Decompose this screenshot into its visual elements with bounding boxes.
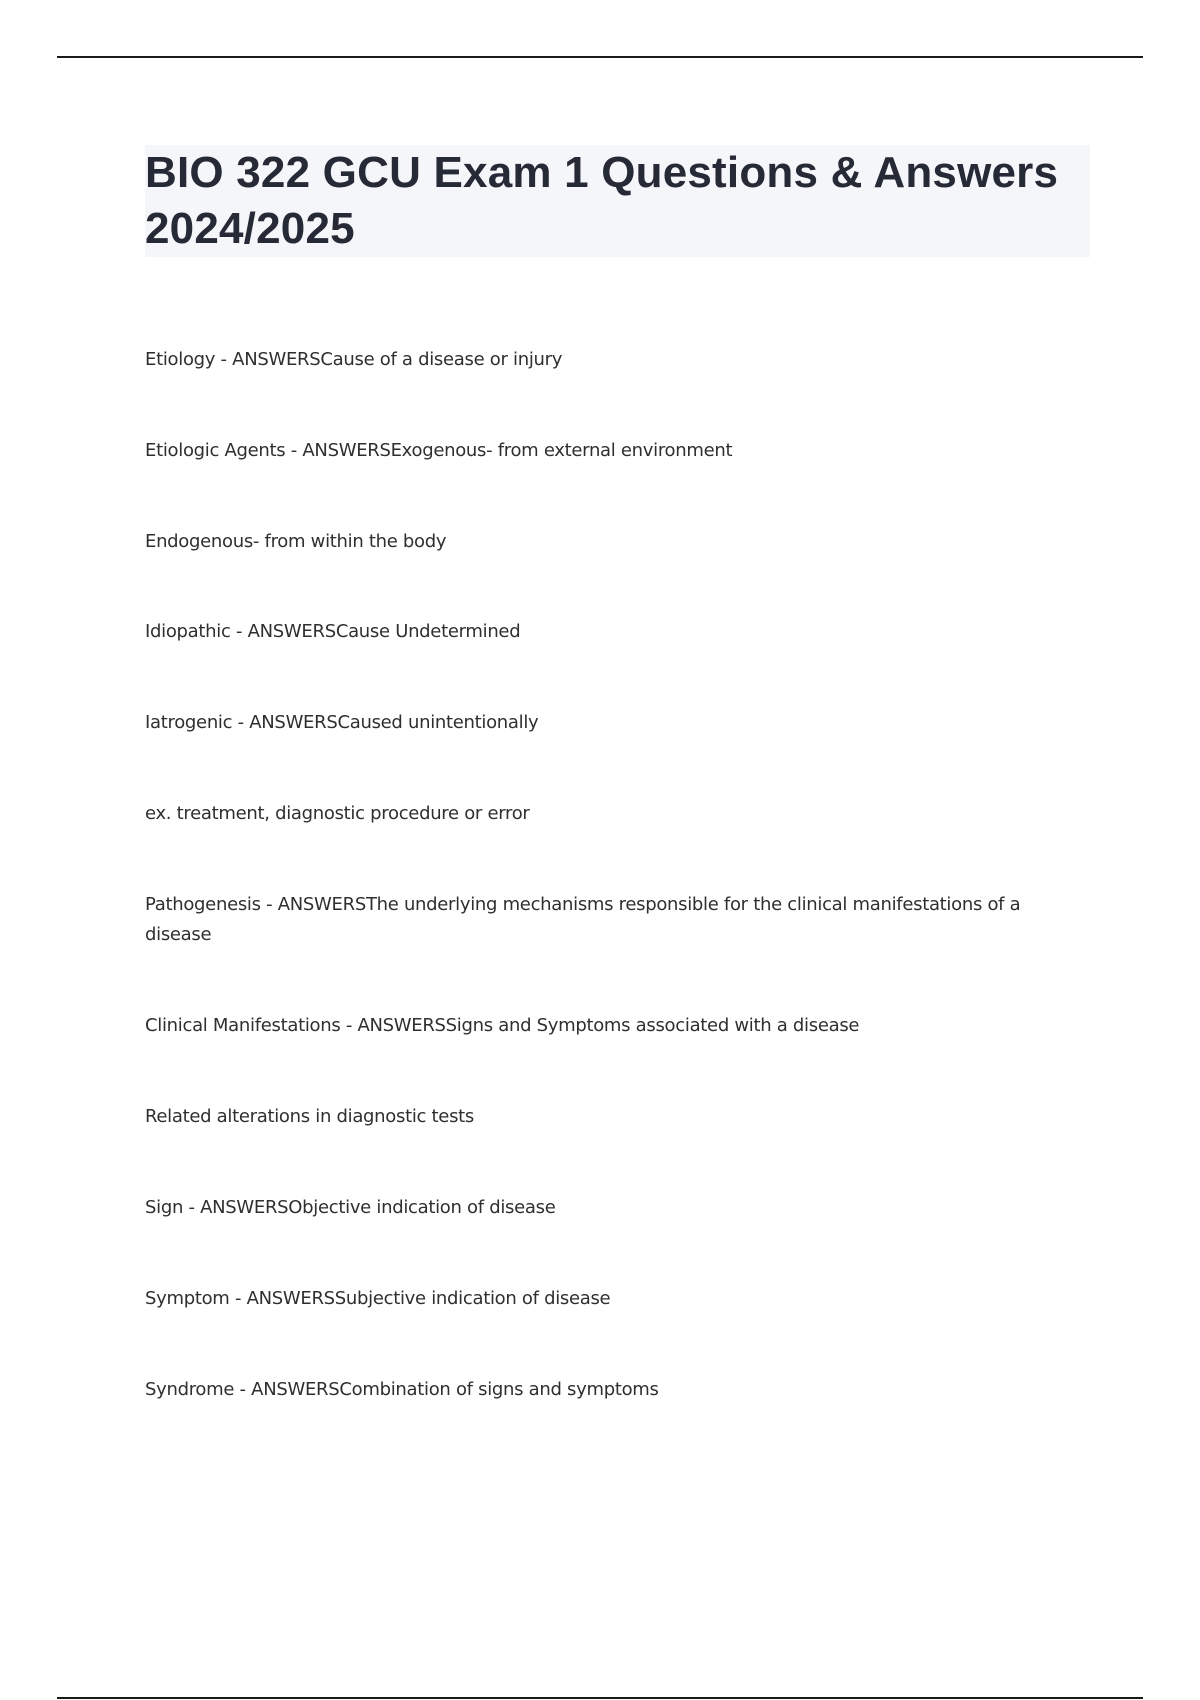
qa-entry: Clinical Manifestations - ANSWERSSigns and Symptoms associated with a disease bbox=[145, 1015, 860, 1036]
qa-entry: Iatrogenic - ANSWERSCaused unintentionally bbox=[145, 712, 539, 733]
qa-entry: Symptom - ANSWERSSubjective indication of disease bbox=[145, 1288, 611, 1309]
qa-entry: Etiologic Agents - ANSWERSExogenous- from external environment bbox=[145, 440, 733, 461]
qa-entry: Related alterations in diagnostic tests bbox=[145, 1106, 474, 1127]
qa-entry: Endogenous- from within the body bbox=[145, 531, 447, 552]
top-rule bbox=[57, 56, 1143, 58]
bottom-rule bbox=[57, 1697, 1143, 1699]
qa-entry: Syndrome - ANSWERSCombination of signs and symptoms bbox=[145, 1379, 659, 1400]
document-title: BIO 322 GCU Exam 1 Questions & Answers 2024/2025 bbox=[145, 148, 1059, 253]
qa-entry: Idiopathic - ANSWERSCause Undetermined bbox=[145, 621, 521, 642]
qa-entry: Etiology - ANSWERSCause of a disease or injury bbox=[145, 349, 563, 370]
qa-entry: Sign - ANSWERSObjective indication of disease bbox=[145, 1197, 556, 1218]
title-block bbox=[145, 145, 1090, 257]
qa-entry: Pathogenesis - ANSWERSThe underlying mechanisms responsible for the clinical manifestations of a disease bbox=[145, 894, 1021, 945]
qa-entry: ex. treatment, diagnostic procedure or error bbox=[145, 803, 530, 824]
